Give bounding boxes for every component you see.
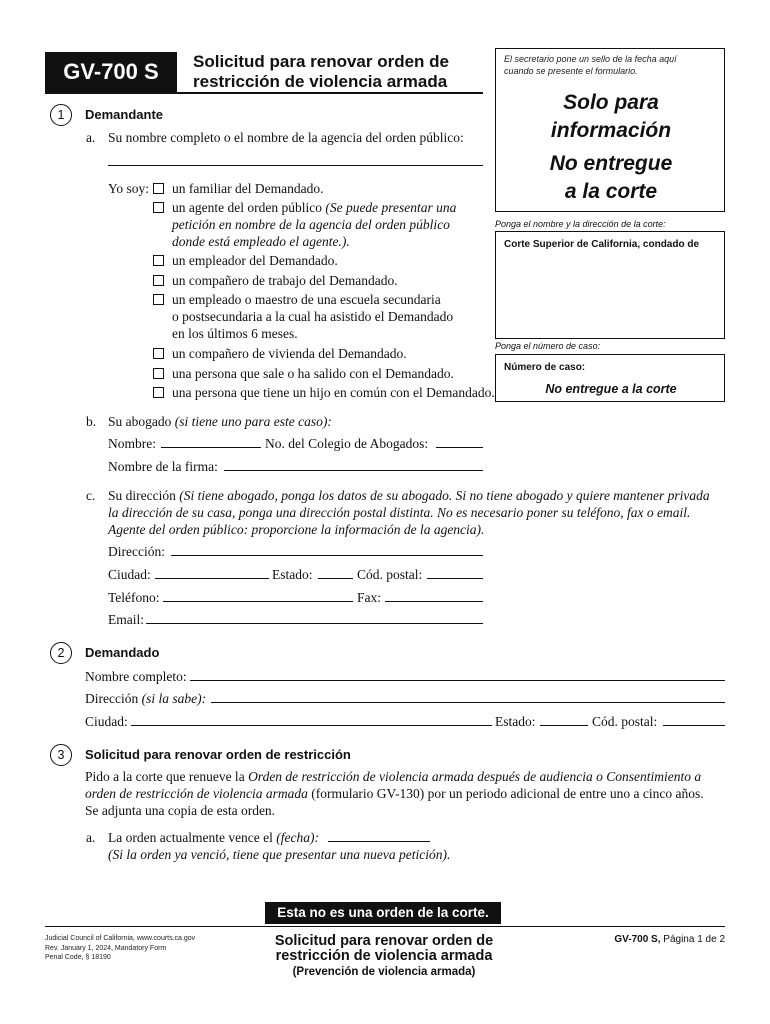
email-label: Email:: [108, 612, 144, 627]
zip-label: Cód. postal:: [357, 567, 423, 582]
address-note-line1: (Si tiene abogado, ponga los datos de su abogado. Si no tiene abogado y quiere mantener privada: [179, 488, 710, 503]
checkbox-option-family[interactable]: [153, 180, 323, 197]
address-label: Dirección:: [108, 544, 165, 559]
firm-name-label: Nombre de la firma:: [108, 459, 218, 474]
agent-note-line1: (Se puede presentar una: [325, 200, 457, 215]
checkbox-option-school[interactable]: [153, 291, 441, 308]
footer-title-line2: restricción de violencia armada: [275, 948, 493, 964]
checkbox[interactable]: [153, 275, 164, 286]
expiration-date-field[interactable]: [328, 841, 430, 842]
section-2-title: Demandado: [85, 645, 160, 660]
expiration-date-label: (fecha):: [276, 830, 320, 845]
respondent-zip-field[interactable]: [663, 725, 725, 726]
item-1c-text: [108, 487, 710, 504]
footer-left-line1: Judicial Council of California, www.courts.ca.gov: [45, 935, 196, 942]
state-field[interactable]: [318, 578, 353, 579]
stamp-line2: información: [550, 118, 672, 142]
respondent-address-label: [85, 690, 206, 707]
renewal-text-3: Se adjunta una copia de esta orden.: [85, 803, 276, 818]
bar-number-field[interactable]: [436, 447, 483, 448]
renewal-order-title-1: Orden de restricción de violencia armada después de audiencia o Consentimiento a: [248, 769, 702, 784]
footer-subtitle: (Prevención de violencia armada): [292, 966, 476, 978]
agent-note-line2: petición en nombre de la agencia del orden público: [172, 217, 450, 232]
zip-field[interactable]: [427, 578, 483, 579]
item-1c-letter: c.: [86, 488, 96, 503]
renewal-request-paragraph: [85, 768, 730, 819]
phone-field[interactable]: [163, 601, 353, 602]
checkbox-option-employer[interactable]: [153, 252, 338, 269]
stamp-line1: Solo para: [563, 91, 659, 114]
phone-label: Teléfono:: [108, 590, 160, 605]
case-prompt: Ponga el número de caso:: [495, 341, 601, 351]
item-1a-text: Su nombre completo o el nombre de la agencia del orden público:: [108, 130, 464, 145]
option-label: una persona que sale o ha salido con el Demandado.: [172, 366, 454, 381]
item-1a-letter: a.: [86, 130, 96, 145]
respondent-address-field[interactable]: [211, 702, 725, 703]
checkbox[interactable]: [153, 294, 164, 305]
option-label: un agente del orden público: [172, 200, 322, 215]
footer-rule: [45, 926, 725, 927]
address-note-line3: Agente del orden público: proporcione la información de la agencia).: [108, 522, 485, 537]
address-note-line2: la dirección de su casa, ponga una dirección postal distinta. No es necesario poner su teléfono, fax o email.: [108, 505, 691, 520]
court-prompt: Ponga el nombre y la dirección de la corte:: [495, 219, 666, 229]
city-label: Ciudad:: [108, 567, 151, 582]
attorney-name-field[interactable]: [161, 447, 261, 448]
school-line3: en los últimos 6 meses.: [172, 326, 298, 341]
item-1b-letter: b.: [86, 414, 97, 429]
respondent-city-label: Ciudad:: [85, 714, 128, 729]
footer-left: [45, 934, 195, 963]
option-label: un compañero de vivienda del Demandado.: [172, 346, 407, 361]
bar-number-label: No. del Colegio de Abogados:: [265, 436, 429, 451]
case-number-value: No entregue a la corte: [545, 382, 677, 396]
checkbox[interactable]: [153, 368, 164, 379]
form-title-line2: restricción de violencia armada: [193, 72, 448, 91]
footer-title-line1: Solicitud para renovar orden de: [274, 933, 494, 949]
stamp-text: [496, 89, 726, 205]
checkbox-option-coworker[interactable]: [153, 272, 398, 289]
checkbox[interactable]: [153, 255, 164, 266]
section-1-number: 1: [50, 104, 72, 126]
clerk-stamp-box: [495, 48, 725, 212]
checkbox[interactable]: [153, 348, 164, 359]
renewal-text-2: (formulario GV-130) por un periodo adicional de entre uno a cinco años.: [311, 786, 704, 801]
respondent-name-label: Nombre completo:: [85, 669, 187, 684]
form-id-badge: GV-700 S: [45, 52, 177, 92]
checkbox-option-dating[interactable]: [153, 365, 454, 382]
option-label: un compañero de trabajo del Demandado.: [172, 273, 398, 288]
school-line2: o postsecundaria a la cual ha asistido el Demandado: [172, 309, 454, 324]
checkbox-option-child[interactable]: [153, 384, 495, 401]
footer-form-id: GV-700 S,: [614, 934, 661, 945]
case-number-label: Número de caso:: [504, 362, 586, 373]
footer-center: [234, 934, 534, 980]
section-2-number: 2: [50, 642, 72, 664]
form-title: [193, 52, 449, 92]
option-label: un empleado o maestro de una escuela secundaria: [172, 292, 441, 307]
checkbox[interactable]: [153, 202, 164, 213]
city-field[interactable]: [155, 578, 269, 579]
respondent-address-note: (si la sabe):: [141, 691, 207, 706]
footer-left-line3: Penal Code, § 18190: [45, 954, 111, 961]
section-3-number: 3: [50, 744, 72, 766]
option-label: un empleador del Demandado.: [172, 253, 338, 268]
attorney-name-label: Nombre:: [108, 436, 156, 451]
form-title-line1: Solicitud para renovar orden de: [193, 52, 450, 71]
stamp-line3: No entregue: [549, 152, 673, 175]
respondent-city-field[interactable]: [131, 725, 492, 726]
fax-field[interactable]: [385, 601, 483, 602]
expired-note: (Si la orden ya venció, tiene que presentar una nueva petición).: [108, 847, 451, 862]
clerk-note-line2: cuando se presente el formulario.: [504, 66, 638, 76]
renewal-line2: [85, 785, 730, 802]
respondent-state-field[interactable]: [540, 725, 588, 726]
section-3-title: Solicitud para renovar orden de restricción: [85, 747, 351, 762]
case-number-box[interactable]: [495, 354, 725, 402]
renewal-text-1: Pido a la corte que renueve la: [85, 769, 245, 784]
checkbox-option-roommate[interactable]: [153, 345, 407, 362]
attorney-label: Su abogado: [108, 414, 172, 429]
respondent-state-label: Estado:: [495, 714, 536, 729]
footer-page-info: [614, 934, 725, 945]
court-box[interactable]: [495, 231, 725, 339]
not-a-court-order-banner: Esta no es una orden de la corte.: [265, 902, 501, 924]
item-3a-letter: a.: [86, 830, 96, 845]
footer-page-number: Página 1 de 2: [663, 934, 725, 945]
option-label: una persona que tiene un hijo en común con el Demandado.: [172, 385, 495, 400]
respondent-address-text: Dirección: [85, 691, 139, 706]
court-label: Corte Superior de California, condado de: [504, 239, 700, 250]
respondent-zip-label: Cód. postal:: [592, 714, 658, 729]
attorney-note: (si tiene uno para este caso):: [174, 414, 332, 429]
stamp-line4: a la corte: [564, 179, 658, 203]
agent-note-line3: donde está empleado el agente.).: [172, 234, 350, 249]
petitioner-name-field[interactable]: [108, 165, 483, 166]
address-field[interactable]: [171, 555, 483, 556]
item-3a-text: [108, 829, 319, 846]
section-1-title: Demandante: [85, 107, 164, 122]
yo-soy-label: Yo soy:: [108, 181, 150, 196]
clerk-note-line1: El secretario pone un sello de la fecha aquí: [504, 54, 677, 64]
header-rule: [45, 92, 483, 94]
fax-label: Fax:: [357, 590, 382, 605]
firm-name-field[interactable]: [224, 470, 483, 471]
checkbox[interactable]: [153, 183, 164, 194]
respondent-name-field[interactable]: [190, 680, 725, 681]
address-heading: Su dirección: [108, 488, 176, 503]
state-label: Estado:: [272, 567, 313, 582]
checkbox[interactable]: [153, 387, 164, 398]
renewal-line1: [85, 768, 730, 785]
expiration-label: La orden actualmente vence el: [108, 830, 273, 845]
option-label: un familiar del Demandado.: [172, 181, 324, 196]
footer-left-line2: Rev. January 1, 2024, Mandatory Form: [45, 944, 167, 952]
item-1b-text: [108, 413, 332, 430]
email-field[interactable]: [146, 623, 483, 624]
checkbox-option-agent[interactable]: [153, 199, 456, 216]
renewal-order-title-2: orden de restricción de violencia armada: [85, 786, 308, 801]
clerk-note: [504, 53, 677, 77]
